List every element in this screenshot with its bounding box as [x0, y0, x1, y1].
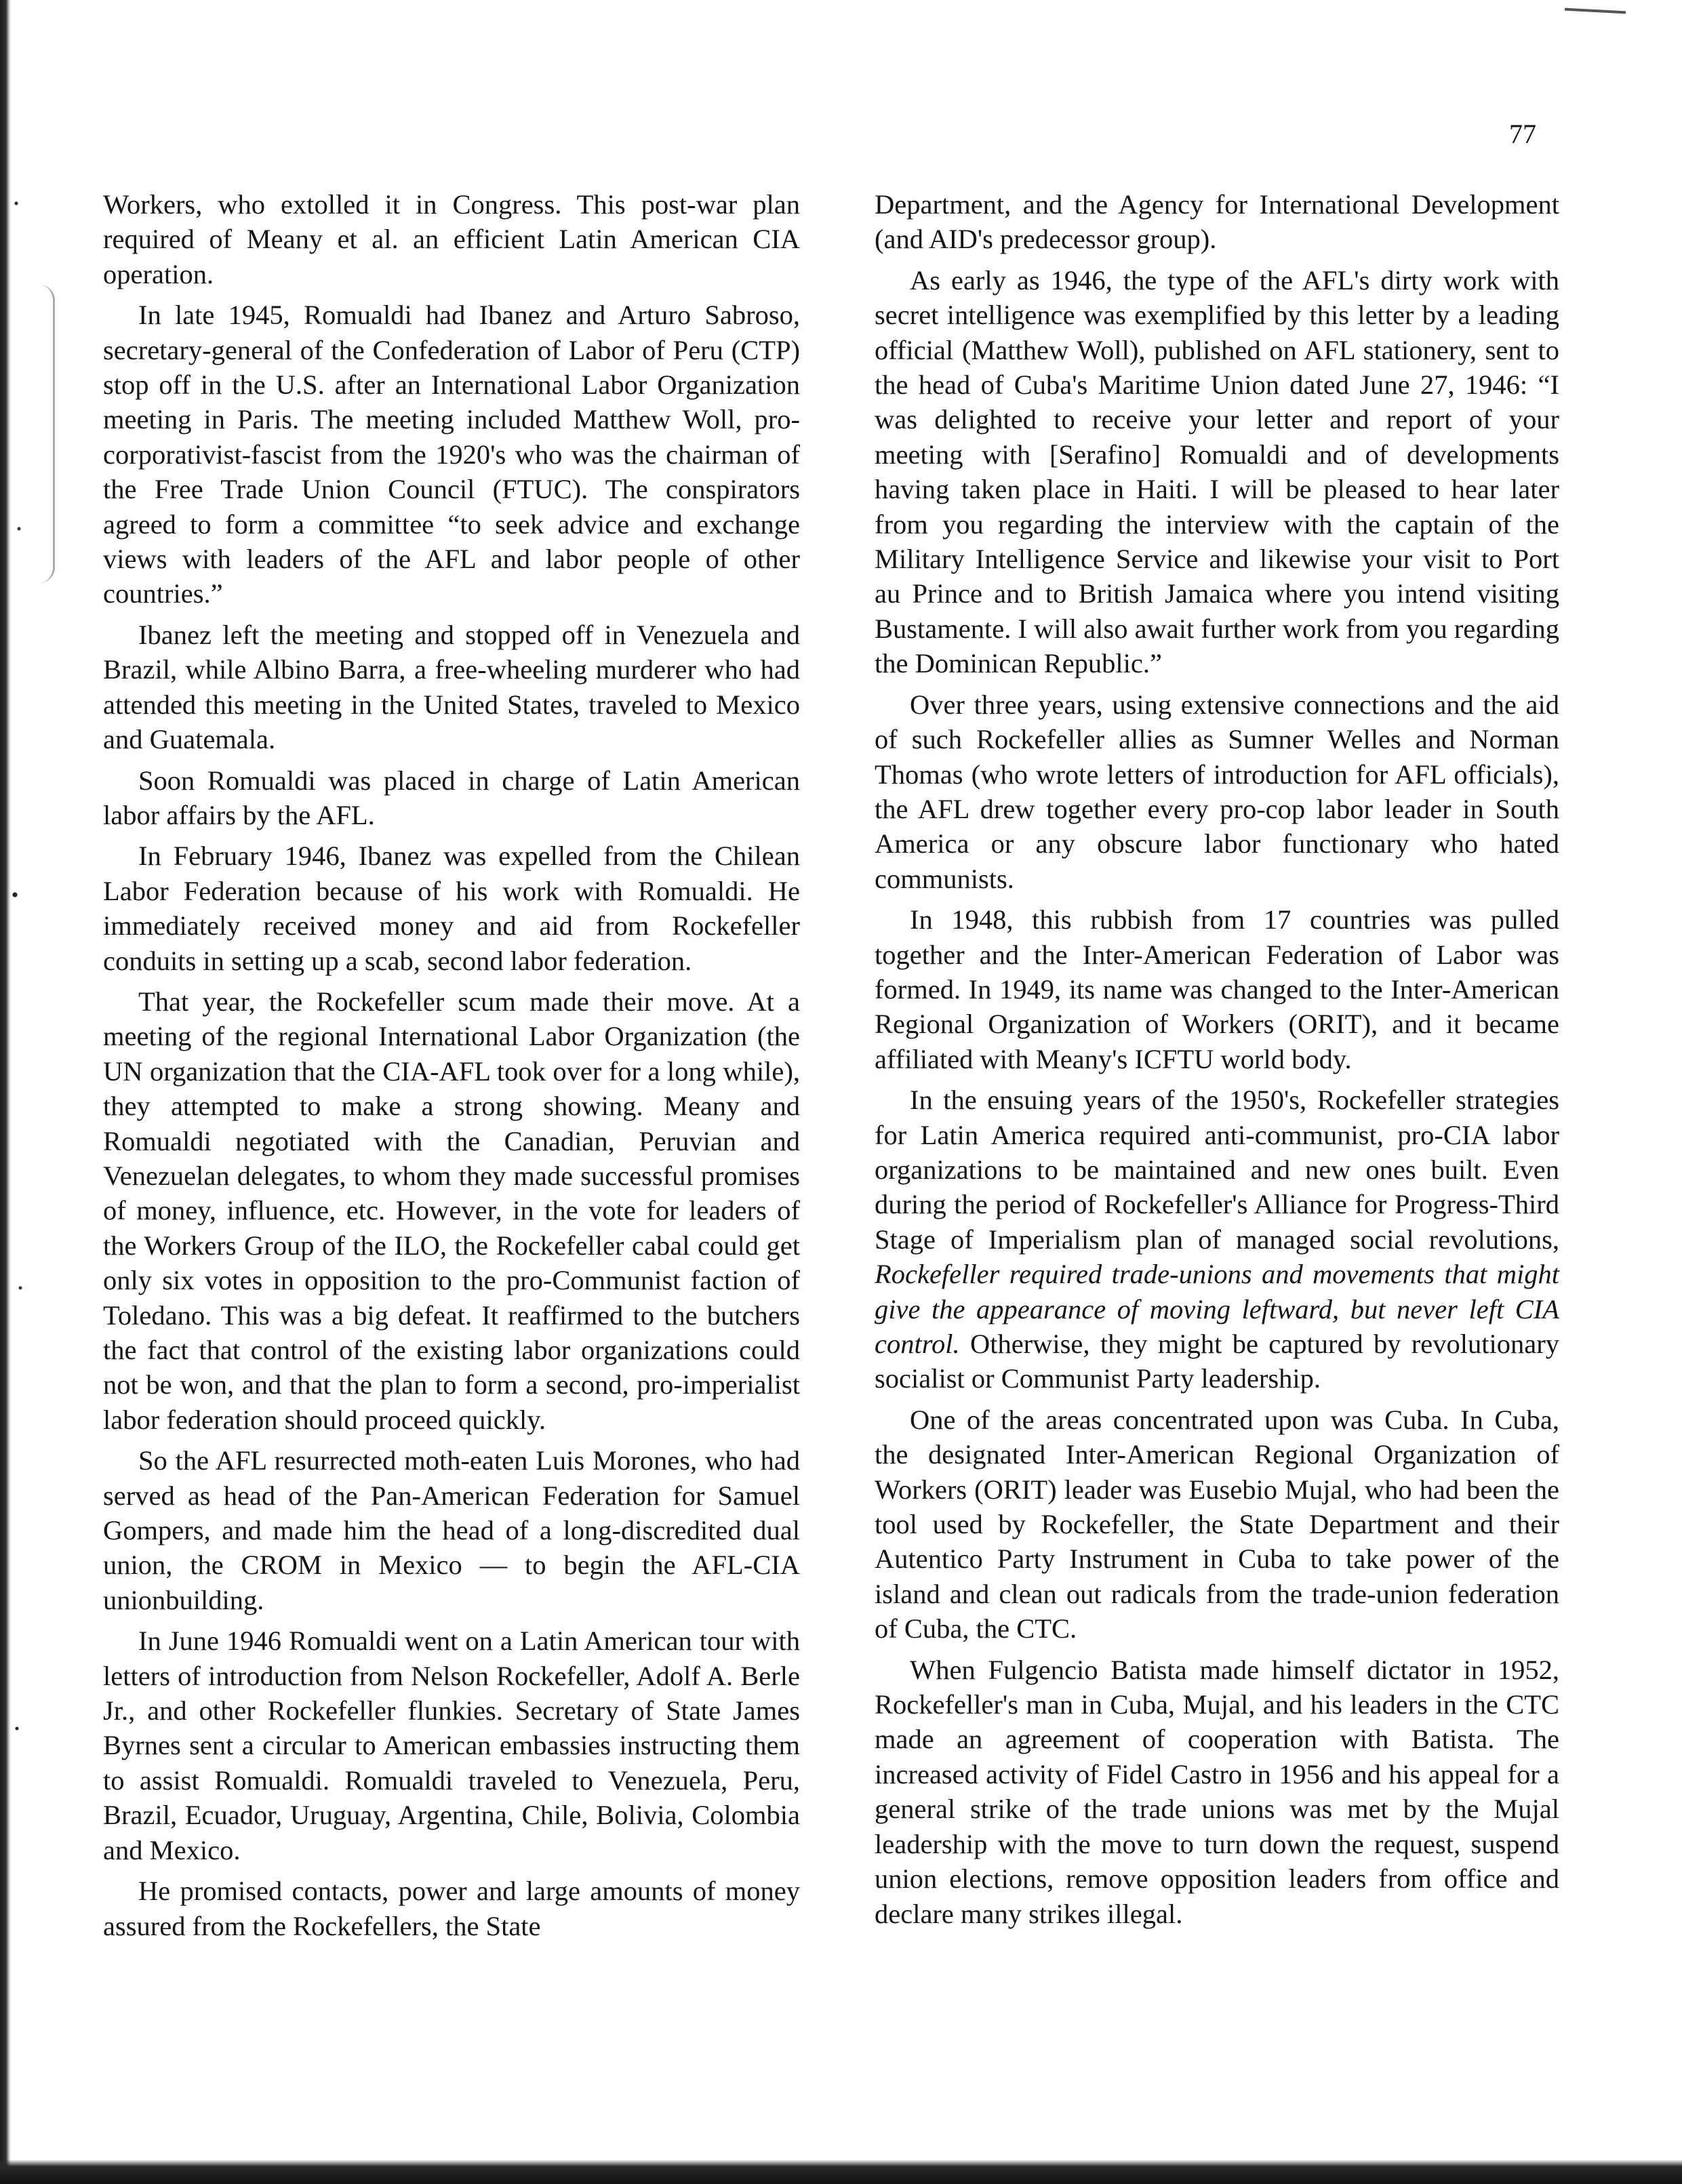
right-paragraph: As early as 1946, the type of the AFL's dirty work with secret intelligence was exemplified by this letter by a leading official (Matthew Woll), published on AFL stationery, sent to the head of Cuba's Maritime Union dated June 27, 1946: “I was delighted to receive your letter and report of your meeting with [Serafino] Romualdi and of developments having taken place in Haiti. I will be pleased to hear later from you regarding the interview with the captain of the Military Intelligence Service and likewise your visit to Port au Prince and to British Jamaica where you intend visiting Bustamente. I will also await further work from you regarding the Dominican Republic.” — [875, 264, 1559, 679]
right-paragraph-continued: Department, and the Agency for International Development (and AID's predecessor group). — [875, 189, 1559, 255]
left-paragraph: Soon Romualdi was placed in charge of Latin American labor affairs by the AFL. — [103, 765, 800, 830]
right-paragraph: When Fulgencio Batista made himself dictator in 1952, Rockefeller's man in Cuba, Mujal, and his leaders in the CTC made an agreement of cooperation with Batista. The increased activity of Fidel Castro in 1956 and his appeal for a general strike of the trade unions was met by the Mujal leadership with the move to turn down the request, suspend union elections, remove opposition leaders from office and declare many strikes illegal. — [875, 1654, 1559, 1929]
scan-bottom-edge — [0, 2160, 1682, 2184]
right-paragraph: One of the areas concentrated upon was Cuba. In Cuba, the designated Inter-American Regional Organization of Workers (ORIT) leader was Eusebio Mujal, who had been the tool used by Rockefeller, the State Department and their Autentico Party Instrument in Cuba to take power of the island and clean out radicals from the trade-union federation of Cuba, the CTC. — [875, 1404, 1559, 1644]
left-paragraph: That year, the Rockefeller scum made their move. At a meeting of the regional International Labor Organization (the UN organization that the CIA-AFL took over for a long while), they attempted to make a strong showing. Meany and Romualdi negotiated with the Canadian, Peruvian and Venezuelan delegates, to whom they made successful promises of money, influence, etc. However, in the vote for leaders of the Workers Group of the ILO, the Rockefeller cabal could get only six votes in opposition to the pro-Communist faction of Toledano. This was a big defeat. It reaffirmed to the butchers the fact that control of the existing labor organizations could not be won, and that the plan to form a second, pro-imperialist labor federation should proceed quickly. — [103, 986, 800, 1435]
scan-binding-edge — [0, 0, 11, 2184]
paragraph-text: In the ensuing years of the 1950's, Rockefeller strategies for Latin America required anti-communist, pro-CIA labor organizations to be maintained and new ones built. Even during the period of Rockefeller's Alliance for Progress-Third Stage of Imperialism plan of managed social revolutions, — [875, 1085, 1559, 1255]
italic-emphasis: Rockefeller required trade-unions and movements that might give the appearance of moving leftward, but never left CIA control. — [875, 1259, 1559, 1359]
scan-corner-mark — [1565, 8, 1626, 14]
left-paragraph-continued: Workers, who extolled it in Congress. This post-war plan required of Meany et al. an efficient Latin American CIA operation. — [103, 189, 800, 289]
scan-margin-mark — [39, 285, 55, 583]
paragraph-text: Otherwise, they might be captured by revolutionary socialist or Communist Party leadership. — [875, 1329, 1559, 1394]
left-paragraph: He promised contacts, power and large amounts of money assured from the Rockefellers, the State — [103, 1876, 800, 1941]
left-paragraph: In June 1946 Romualdi went on a Latin American tour with letters of introduction from Nelson Rockefeller, Adolf A. Berle Jr., and other Rockefeller flunkies. Secretary of State James Byrnes sent a circular to American embassies instructing them to assist Romualdi. Romualdi traveled to Venezuela, Peru, Brazil, Ecuador, Uruguay, Argentina, Chile, Bolivia, Colombia and Mexico. — [103, 1625, 800, 1865]
right-text-column — [875, 187, 1559, 1937]
left-paragraph: In February 1946, Ibanez was expelled from the Chilean Labor Federation because of his work with Romualdi. He immediately received money and aid from Rockefeller conduits in setting up a scab, second labor federation. — [103, 841, 800, 976]
left-paragraph: In late 1945, Romualdi had Ibanez and Arturo Sabroso, secretary-general of the Confederation of Labor of Peru (CTP) stop off in the U.S. after an International Labor Organization meeting in Paris. The meeting included Matthew Woll, pro-corporativist-fascist from the 1920's who was the chairman of the Free Trade Union Council (FTUC). The conspirators agreed to form a committee “to seek advice and exchange views with leaders of the AFL and labor people of other countries.” — [103, 300, 800, 609]
left-paragraph: So the AFL resurrected moth-eaten Luis Morones, who had served as head of the Pan-American Federation for Samuel Gompers, and made him the head of a long-discredited dual union, the CROM in Mexico — to begin the AFL-CIA unionbuilding. — [103, 1445, 800, 1615]
right-paragraph: Over three years, using extensive connections and the aid of such Rockefeller allies as Sumner Welles and Norman Thomas (who wrote letters of introduction for AFL officials), the AFL drew together every pro-cop labor leader in South America or any obscure labor functionary who hated communists. — [875, 689, 1559, 894]
left-text-column — [103, 187, 800, 1949]
right-paragraph: In 1948, this rubbish from 17 countries was pulled together and the Inter-American Federation of Labor was formed. In 1949, its name was changed to the Inter-American Regional Organization of Workers (ORIT), and it became affiliated with Meany's ICFTU world body. — [875, 904, 1559, 1074]
left-paragraph: Ibanez left the meeting and stopped off in Venezuela and Brazil, while Albino Barra, a free-wheeling murderer who had attended this meeting in the United States, traveled to Mexico and Guatemala. — [103, 619, 800, 755]
right-paragraph-with-emphasis — [875, 1083, 1559, 1396]
page-number: 77 — [1509, 119, 1536, 149]
